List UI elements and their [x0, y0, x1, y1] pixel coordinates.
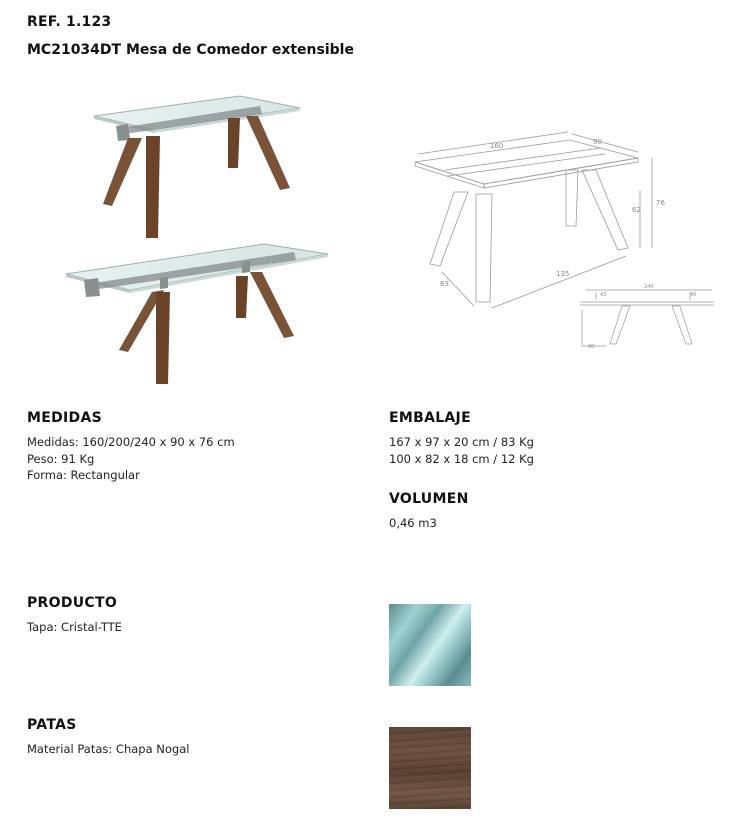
dim-side-top: 240 [644, 284, 654, 290]
volumen-value: 0,46 m3 [389, 516, 437, 530]
reference-code: REF. 1.123 [27, 14, 112, 30]
volumen-heading: VOLUMEN [389, 491, 469, 507]
producto-text: Tapa: Cristal-TTE [27, 620, 122, 634]
dim-height-total: 76 [656, 199, 665, 207]
patas-heading: PATAS [27, 717, 77, 733]
dim-side-left: 43 [600, 292, 607, 298]
technical-drawing [400, 130, 720, 355]
dim-side-bottom: 90 [588, 344, 595, 350]
product-title: MC21034DT Mesa de Comedor extensible [27, 42, 354, 58]
product-photo-extended [64, 240, 334, 390]
dim-leg-depth: 63 [440, 280, 449, 288]
embalaje-package-2: 100 x 82 x 18 cm / 12 Kg [389, 451, 534, 466]
dim-length: 160 [490, 142, 504, 150]
dim-leg-span: 135 [556, 270, 570, 278]
dim-width: 90 [593, 138, 602, 146]
glass-swatch [389, 604, 471, 686]
embalaje-list [389, 434, 534, 467]
embalaje-package-1: 167 x 97 x 20 cm / 83 Kg [389, 435, 534, 449]
medidas-shape: Forma: Rectangular [27, 468, 140, 482]
embalaje-heading: EMBALAJE [389, 410, 471, 426]
walnut-swatch [389, 727, 471, 809]
medidas-list [27, 434, 235, 484]
producto-heading: PRODUCTO [27, 595, 118, 611]
medidas-weight: Peso: 91 Kg [27, 451, 95, 466]
medidas-dimensions: Medidas: 160/200/240 x 90 x 76 cm [27, 435, 235, 449]
medidas-heading: MEDIDAS [27, 410, 102, 426]
product-photo-closed [90, 88, 310, 243]
dim-side-right: 40 [690, 292, 697, 298]
dim-height-inner: 62 [632, 206, 641, 214]
patas-text: Material Patas: Chapa Nogal [27, 742, 190, 756]
